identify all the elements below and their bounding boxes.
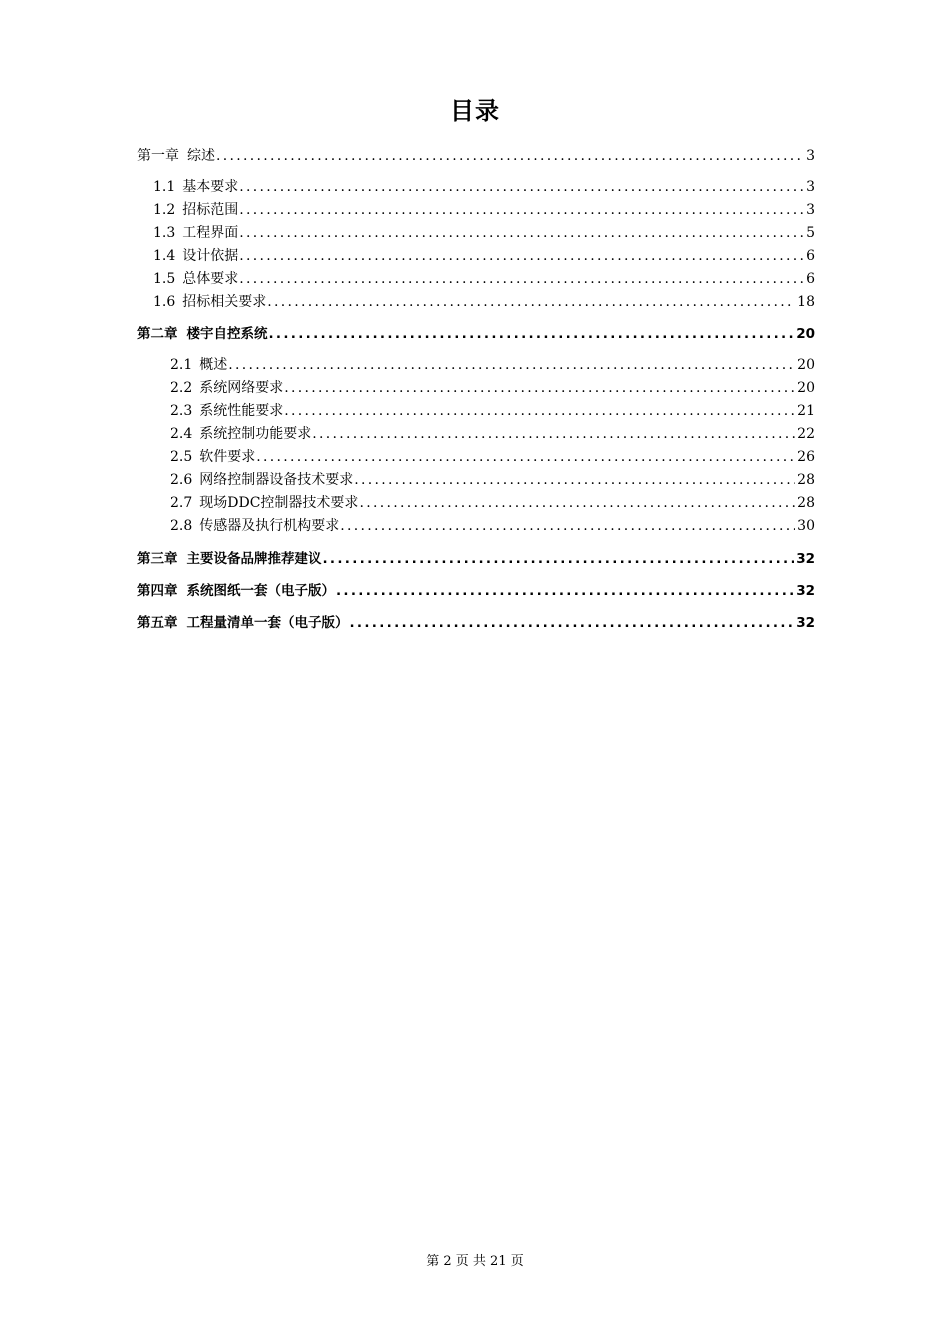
section-number: 1.4 [153, 248, 176, 264]
toc-entry-section-2-4[interactable] [137, 423, 815, 446]
chapter-number: 第四章 [137, 583, 178, 599]
toc-entry-chapter-1[interactable] [137, 145, 815, 167]
toc-entry-chapter-3[interactable] [137, 548, 815, 570]
dot-leader [284, 400, 795, 423]
dot-leader [336, 580, 794, 602]
toc-entry-section-2-5[interactable] [137, 446, 815, 469]
chapter-number: 第一章 [137, 148, 179, 164]
toc-entry-section-1-5[interactable] [137, 268, 815, 291]
section-title: 网络控制器设备技术要求 [199, 472, 354, 488]
dot-leader [284, 377, 795, 400]
dot-leader [239, 199, 804, 222]
section-title: 招标范围 [182, 202, 239, 218]
toc-entry-section-1-3[interactable] [137, 222, 815, 245]
section-title: 系统网络要求 [199, 380, 284, 396]
section-number: 2.2 [170, 380, 193, 396]
section-number: 2.7 [170, 495, 193, 511]
page-number: 20 [797, 357, 815, 373]
toc-entry-section-2-1[interactable] [137, 354, 815, 377]
toc-entry-chapter-4[interactable] [137, 580, 815, 602]
chapter-number: 第五章 [137, 615, 178, 631]
chapter-title: 工程量清单一套（电子版） [186, 615, 349, 631]
page-number: 6 [806, 248, 815, 264]
toc-entry-section-1-6[interactable] [137, 291, 815, 314]
section-title: 招标相关要求 [182, 294, 267, 310]
section-title: 现场DDC控制器技术要求 [199, 495, 359, 511]
page-footer: 第 2 页 共 21 页 [426, 1254, 524, 1269]
toc-entry-section-2-6[interactable] [137, 469, 815, 492]
chapter-number: 第三章 [137, 551, 178, 567]
section-title: 传感器及执行机构要求 [199, 518, 340, 534]
page-number: 3 [806, 202, 815, 218]
section-number: 1.2 [153, 202, 176, 218]
page-number: 5 [806, 225, 815, 241]
section-title: 系统性能要求 [199, 403, 284, 419]
section-title: 总体要求 [182, 271, 239, 287]
section-number: 2.3 [170, 403, 193, 419]
dot-leader [323, 548, 795, 570]
dot-leader [216, 145, 804, 167]
chapter-title: 系统图纸一套（电子版） [186, 583, 335, 599]
page-number: 32 [796, 583, 815, 599]
section-title: 系统控制功能要求 [199, 426, 312, 442]
section-number: 1.5 [153, 271, 176, 287]
section-title: 设计依据 [182, 248, 239, 264]
page-number: 18 [797, 294, 815, 310]
chapter-title: 楼宇自控系统 [186, 326, 268, 342]
page-number: 6 [806, 271, 815, 287]
toc-entry-chapter-2[interactable] [137, 323, 815, 345]
dot-leader [269, 323, 795, 345]
dot-leader [239, 245, 804, 268]
toc-entry-chapter-5[interactable] [137, 612, 815, 634]
toc-entry-section-1-2[interactable] [137, 199, 815, 222]
section-number: 1.1 [153, 179, 176, 195]
page-number: 3 [806, 148, 815, 164]
chapter-title: 主要设备品牌推荐建议 [186, 551, 322, 567]
page-number: 21 [797, 403, 815, 419]
section-number: 2.6 [170, 472, 193, 488]
dot-leader [354, 469, 795, 492]
section-number: 1.6 [153, 294, 176, 310]
dot-leader [267, 291, 795, 314]
dot-leader [359, 492, 795, 515]
section-title: 工程界面 [182, 225, 239, 241]
page-number: 28 [797, 495, 815, 511]
dot-leader [239, 176, 804, 199]
section-number: 2.8 [170, 518, 193, 534]
section-number: 2.4 [170, 426, 193, 442]
page-number: 32 [796, 615, 815, 631]
section-title: 基本要求 [182, 179, 239, 195]
toc-title: 目录 [450, 97, 500, 125]
dot-leader [239, 222, 804, 245]
dot-leader [350, 612, 795, 634]
chapter-number: 第二章 [137, 326, 178, 342]
dot-leader [239, 268, 804, 291]
chapter-title: 综述 [187, 148, 215, 164]
dot-leader [228, 354, 795, 377]
table-of-contents [137, 145, 815, 634]
page-number: 32 [796, 551, 815, 567]
page-number: 22 [797, 426, 815, 442]
toc-entry-section-2-2[interactable] [137, 377, 815, 400]
page-number: 28 [797, 472, 815, 488]
section-title: 概述 [199, 357, 228, 373]
toc-entry-section-1-1[interactable] [137, 176, 815, 199]
toc-entry-section-1-4[interactable] [137, 245, 815, 268]
toc-entry-section-2-7[interactable] [137, 492, 815, 515]
page-number: 3 [806, 179, 815, 195]
dot-leader [312, 423, 795, 446]
page-number: 20 [797, 380, 815, 396]
section-title: 软件要求 [199, 449, 256, 465]
page-number: 30 [797, 518, 815, 534]
page-number: 26 [797, 449, 815, 465]
toc-entry-section-2-8[interactable] [137, 515, 815, 538]
dot-leader [340, 515, 795, 538]
section-number: 1.3 [153, 225, 176, 241]
section-number: 2.5 [170, 449, 193, 465]
section-number: 2.1 [170, 357, 193, 373]
toc-entry-section-2-3[interactable] [137, 400, 815, 423]
page-number: 20 [796, 326, 815, 342]
dot-leader [256, 446, 795, 469]
